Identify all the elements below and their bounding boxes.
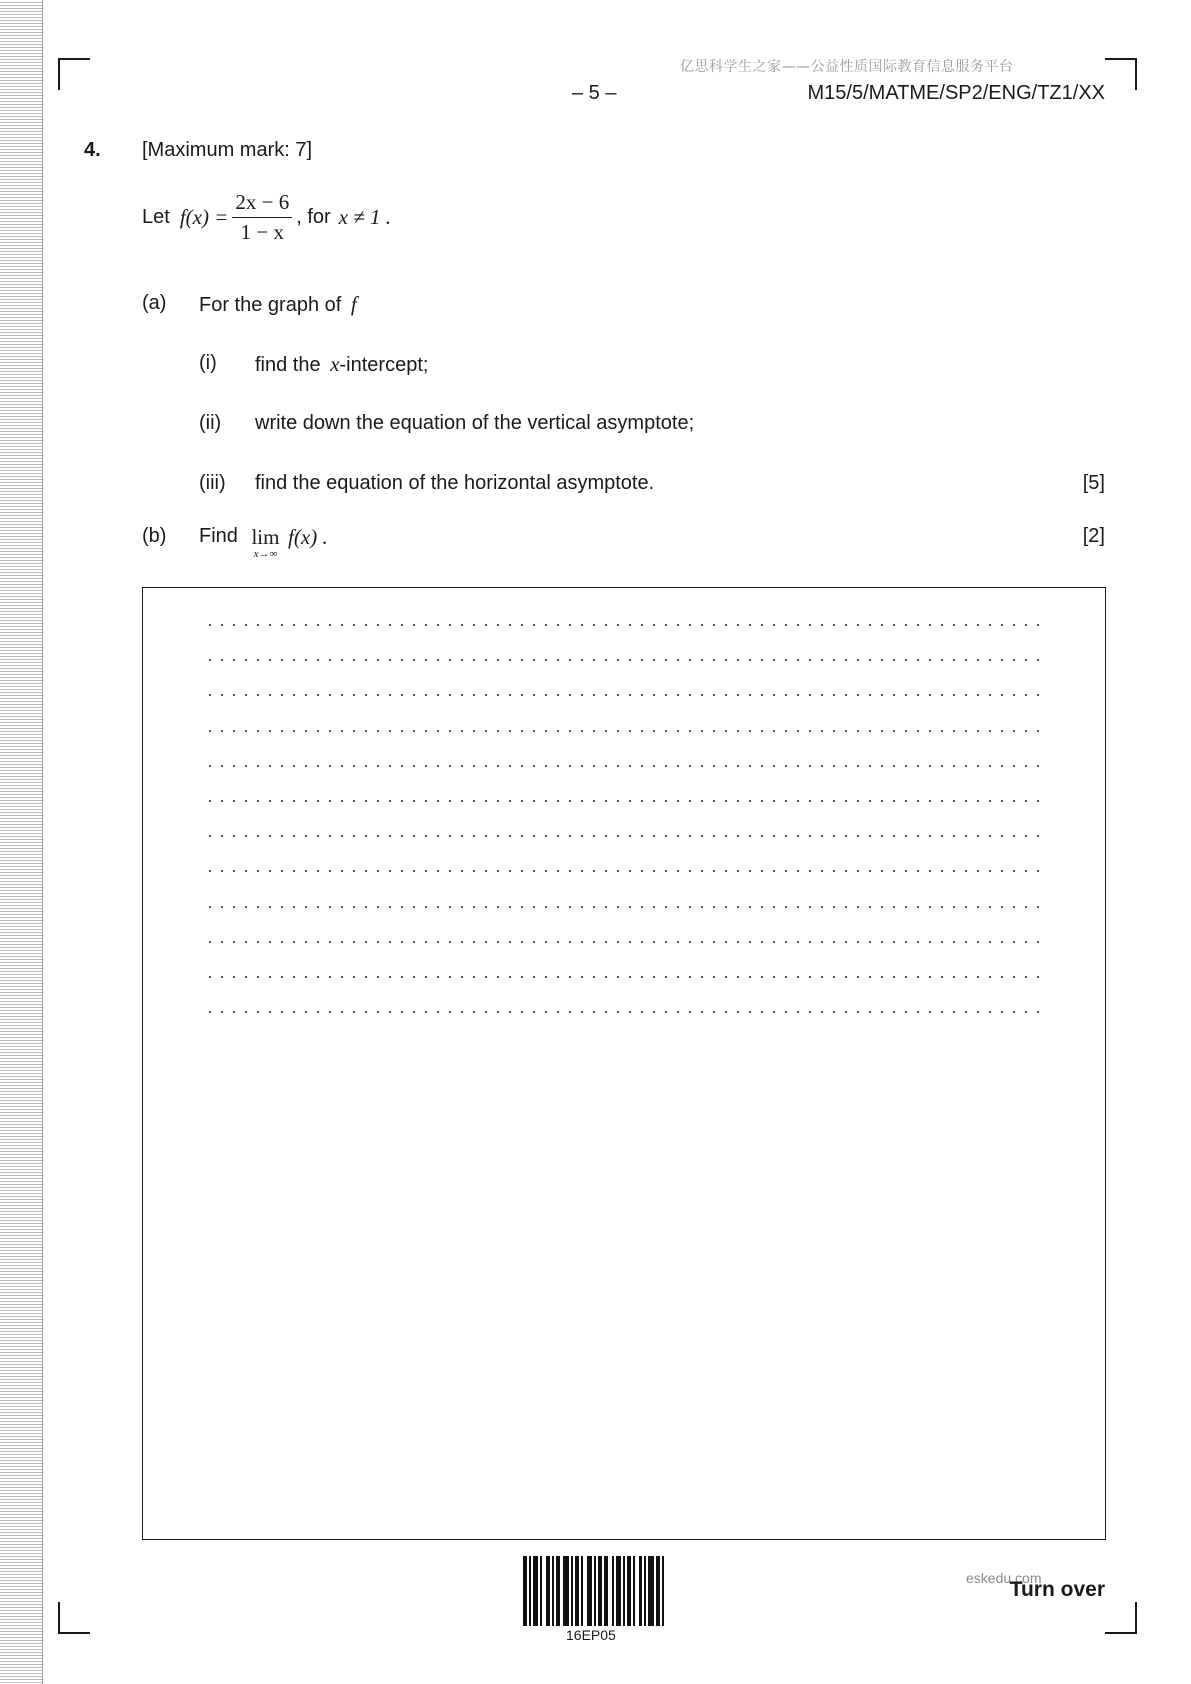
subpart-ii-text: write down the equation of the vertical asymptote; bbox=[255, 412, 695, 434]
header-watermark: 亿思科学生之家——公益性质国际教育信息服务平台 bbox=[680, 59, 1014, 75]
crop-mark-bottom-right bbox=[1105, 1602, 1137, 1634]
answer-dotted-line bbox=[204, 870, 1044, 872]
answer-dotted-line bbox=[204, 1011, 1044, 1013]
fraction-denominator: 1 − x bbox=[240, 220, 284, 244]
part-b-find: Find bbox=[199, 525, 238, 547]
barcode bbox=[523, 1556, 668, 1626]
answer-dotted-line bbox=[204, 906, 1044, 908]
part-a-prefix: For the graph of bbox=[199, 294, 342, 316]
answer-dotted-line bbox=[204, 659, 1044, 661]
answer-dotted-line bbox=[204, 835, 1044, 837]
crop-mark-bottom-left bbox=[58, 1602, 90, 1634]
answer-dotted-line bbox=[204, 765, 1044, 767]
subpart-i-var: x bbox=[330, 352, 340, 376]
paper-code: M15/5/MATME/SP2/ENG/TZ1/XX bbox=[807, 82, 1105, 104]
question-number: 4. bbox=[84, 139, 101, 161]
page-edge-pattern bbox=[0, 0, 43, 1684]
fraction-numerator: 2x − 6 bbox=[232, 190, 292, 218]
part-b-text bbox=[199, 525, 328, 560]
part-a-text bbox=[199, 292, 357, 317]
fraction bbox=[232, 190, 292, 245]
turn-over-text: Turn over bbox=[1009, 1578, 1105, 1601]
answer-dotted-line bbox=[204, 976, 1044, 978]
answer-box[interactable] bbox=[142, 587, 1106, 1540]
for-text: , for bbox=[296, 206, 331, 228]
page-number: – 5 – bbox=[572, 82, 617, 104]
domain-condition: x ≠ 1 . bbox=[338, 205, 392, 229]
limit-expression: f(x) . bbox=[288, 525, 328, 549]
function-lhs: f(x) = bbox=[179, 205, 229, 229]
answer-dotted-line bbox=[204, 800, 1044, 802]
function-definition bbox=[142, 190, 391, 245]
crop-mark-top-left bbox=[58, 58, 90, 90]
answer-dotted-line bbox=[204, 624, 1044, 626]
subpart-ii-label: (ii) bbox=[199, 412, 222, 434]
subpart-i-text bbox=[255, 352, 428, 377]
footer-watermark: eskedu.com bbox=[966, 1570, 1042, 1586]
subpart-iii-text: find the equation of the horizontal asymptote. bbox=[255, 472, 655, 494]
subpart-i-prefix: find the bbox=[255, 354, 321, 376]
limit-operator bbox=[251, 525, 279, 560]
answer-dotted-line bbox=[204, 730, 1044, 732]
part-b-mark: [2] bbox=[1082, 525, 1105, 547]
subpart-i-label: (i) bbox=[199, 352, 217, 374]
part-a-mark: [5] bbox=[1082, 472, 1105, 494]
barcode-bar bbox=[664, 1556, 668, 1626]
subpart-iii-label: (iii) bbox=[199, 472, 226, 494]
barcode-text: 16EP05 bbox=[566, 1627, 616, 1643]
let-word: Let bbox=[142, 206, 170, 228]
answer-dotted-line bbox=[204, 694, 1044, 696]
part-a-var: f bbox=[350, 292, 357, 316]
maximum-mark: [Maximum mark: 7] bbox=[142, 139, 313, 161]
lim-subscript: x→∞ bbox=[253, 548, 278, 560]
subpart-i-suffix: -intercept; bbox=[339, 354, 429, 376]
lim-word: lim bbox=[251, 525, 280, 549]
part-a-label: (a) bbox=[142, 292, 167, 314]
part-b-label: (b) bbox=[142, 525, 167, 547]
answer-dotted-line bbox=[204, 941, 1044, 943]
crop-mark-top-right bbox=[1105, 58, 1137, 90]
